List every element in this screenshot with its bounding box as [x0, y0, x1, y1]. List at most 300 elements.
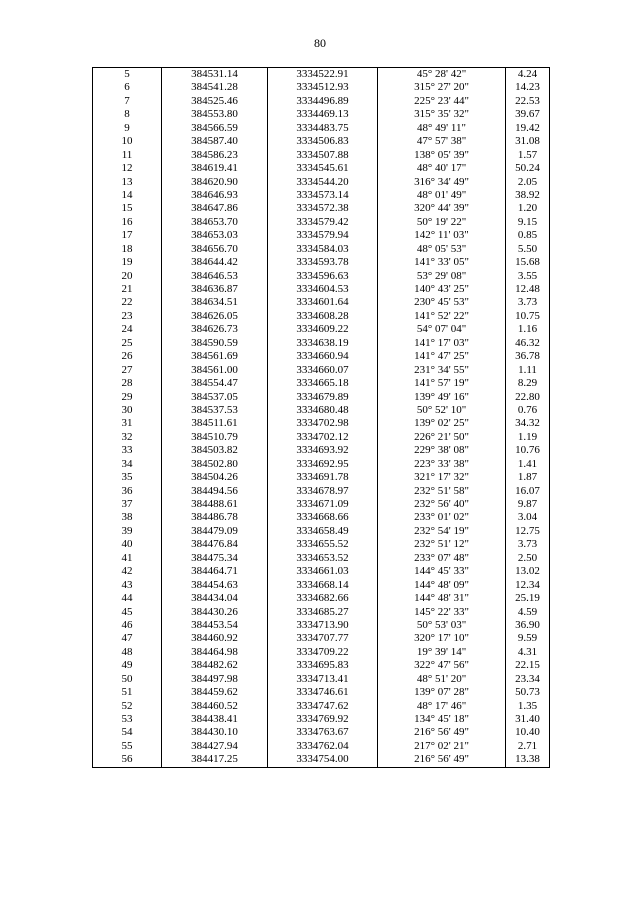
point-number-cell: 51	[93, 686, 162, 699]
y-coordinate-cell: 3334609.22	[268, 323, 378, 336]
bearing-cell: 48° 51' 20"	[378, 673, 506, 686]
point-number-cell: 54	[93, 726, 162, 739]
y-coordinate-cell: 3334596.63	[268, 270, 378, 283]
y-coordinate-cell: 3334709.22	[268, 646, 378, 659]
distance-cell: 8.29	[506, 377, 550, 390]
bearing-cell: 48° 05' 53"	[378, 243, 506, 256]
coordinates-table-body	[93, 68, 550, 768]
table-row	[93, 122, 550, 135]
table-row	[93, 81, 550, 94]
point-number-cell: 15	[93, 202, 162, 215]
table-row	[93, 740, 550, 753]
bearing-cell: 48° 49' 11"	[378, 122, 506, 135]
x-coordinate-cell: 384636.87	[162, 283, 268, 296]
distance-cell: 4.31	[506, 646, 550, 659]
y-coordinate-cell: 3334693.92	[268, 444, 378, 457]
y-coordinate-cell: 3334638.19	[268, 337, 378, 350]
distance-cell: 2.50	[506, 552, 550, 565]
y-coordinate-cell: 3334702.12	[268, 431, 378, 444]
x-coordinate-cell: 384504.26	[162, 471, 268, 484]
point-number-cell: 35	[93, 471, 162, 484]
x-coordinate-cell: 384494.56	[162, 485, 268, 498]
bearing-cell: 230° 45' 53"	[378, 296, 506, 309]
point-number-cell: 30	[93, 404, 162, 417]
distance-cell: 3.73	[506, 296, 550, 309]
distance-cell: 1.11	[506, 364, 550, 377]
table-row	[93, 256, 550, 269]
y-coordinate-cell: 3334496.89	[268, 95, 378, 108]
point-number-cell: 28	[93, 377, 162, 390]
bearing-cell: 226° 21' 50"	[378, 431, 506, 444]
point-number-cell: 23	[93, 310, 162, 323]
table-row	[93, 700, 550, 713]
distance-cell: 2.05	[506, 176, 550, 189]
table-row	[93, 673, 550, 686]
table-row	[93, 95, 550, 108]
point-number-cell: 31	[93, 417, 162, 430]
y-coordinate-cell: 3334507.88	[268, 149, 378, 162]
y-coordinate-cell: 3334661.03	[268, 565, 378, 578]
x-coordinate-cell: 384511.61	[162, 417, 268, 430]
bearing-cell: 316° 34' 49"	[378, 176, 506, 189]
table-row	[93, 216, 550, 229]
distance-cell: 23.34	[506, 673, 550, 686]
bearing-cell: 53° 29' 08"	[378, 270, 506, 283]
bearing-cell: 140° 43' 25"	[378, 283, 506, 296]
y-coordinate-cell: 3334660.07	[268, 364, 378, 377]
table-row	[93, 323, 550, 336]
x-coordinate-cell: 384460.92	[162, 632, 268, 645]
y-coordinate-cell: 3334692.95	[268, 458, 378, 471]
table-row	[93, 377, 550, 390]
distance-cell: 2.71	[506, 740, 550, 753]
x-coordinate-cell: 384453.54	[162, 619, 268, 632]
table-row	[93, 458, 550, 471]
distance-cell: 31.40	[506, 713, 550, 726]
y-coordinate-cell: 3334655.52	[268, 538, 378, 551]
bearing-cell: 138° 05' 39"	[378, 149, 506, 162]
table-row	[93, 538, 550, 551]
x-coordinate-cell: 384464.98	[162, 646, 268, 659]
y-coordinate-cell: 3334668.66	[268, 511, 378, 524]
distance-cell: 9.87	[506, 498, 550, 511]
bearing-cell: 232° 51' 12"	[378, 538, 506, 551]
distance-cell: 3.73	[506, 538, 550, 551]
table-row	[93, 417, 550, 430]
table-row	[93, 310, 550, 323]
point-number-cell: 39	[93, 525, 162, 538]
distance-cell: 31.08	[506, 135, 550, 148]
table-row	[93, 364, 550, 377]
y-coordinate-cell: 3334572.38	[268, 202, 378, 215]
distance-cell: 12.48	[506, 283, 550, 296]
y-coordinate-cell: 3334691.78	[268, 471, 378, 484]
point-number-cell: 13	[93, 176, 162, 189]
y-coordinate-cell: 3334579.94	[268, 229, 378, 242]
distance-cell: 13.02	[506, 565, 550, 578]
distance-cell: 36.90	[506, 619, 550, 632]
y-coordinate-cell: 3334713.90	[268, 619, 378, 632]
distance-cell: 3.04	[506, 511, 550, 524]
distance-cell: 46.32	[506, 337, 550, 350]
y-coordinate-cell: 3334579.42	[268, 216, 378, 229]
bearing-cell: 217° 02' 21"	[378, 740, 506, 753]
y-coordinate-cell: 3334658.49	[268, 525, 378, 538]
point-number-cell: 55	[93, 740, 162, 753]
x-coordinate-cell: 384531.14	[162, 68, 268, 82]
distance-cell: 1.57	[506, 149, 550, 162]
table-row	[93, 404, 550, 417]
y-coordinate-cell: 3334695.83	[268, 659, 378, 672]
table-row	[93, 202, 550, 215]
x-coordinate-cell: 384646.93	[162, 189, 268, 202]
point-number-cell: 7	[93, 95, 162, 108]
x-coordinate-cell: 384502.80	[162, 458, 268, 471]
point-number-cell: 42	[93, 565, 162, 578]
table-row	[93, 162, 550, 175]
x-coordinate-cell: 384479.09	[162, 525, 268, 538]
distance-cell: 22.80	[506, 391, 550, 404]
bearing-cell: 233° 01' 02"	[378, 511, 506, 524]
point-number-cell: 45	[93, 606, 162, 619]
table-row	[93, 713, 550, 726]
distance-cell: 4.24	[506, 68, 550, 82]
y-coordinate-cell: 3334469.13	[268, 108, 378, 121]
distance-cell: 9.59	[506, 632, 550, 645]
distance-cell: 1.20	[506, 202, 550, 215]
distance-cell: 3.55	[506, 270, 550, 283]
point-number-cell: 9	[93, 122, 162, 135]
y-coordinate-cell: 3334746.61	[268, 686, 378, 699]
x-coordinate-cell: 384459.62	[162, 686, 268, 699]
table-row	[93, 135, 550, 148]
point-number-cell: 36	[93, 485, 162, 498]
bearing-cell: 233° 07' 48"	[378, 552, 506, 565]
distance-cell: 38.92	[506, 189, 550, 202]
y-coordinate-cell: 3334671.09	[268, 498, 378, 511]
y-coordinate-cell: 3334545.61	[268, 162, 378, 175]
table-row	[93, 108, 550, 121]
bearing-cell: 232° 51' 58"	[378, 485, 506, 498]
distance-cell: 15.68	[506, 256, 550, 269]
x-coordinate-cell: 384586.23	[162, 149, 268, 162]
point-number-cell: 44	[93, 592, 162, 605]
bearing-cell: 139° 07' 28"	[378, 686, 506, 699]
x-coordinate-cell: 384488.61	[162, 498, 268, 511]
x-coordinate-cell: 384634.51	[162, 296, 268, 309]
y-coordinate-cell: 3334544.20	[268, 176, 378, 189]
x-coordinate-cell: 384438.41	[162, 713, 268, 726]
y-coordinate-cell: 3334483.75	[268, 122, 378, 135]
point-number-cell: 33	[93, 444, 162, 457]
bearing-cell: 48° 01' 49"	[378, 189, 506, 202]
x-coordinate-cell: 384653.70	[162, 216, 268, 229]
table-row	[93, 189, 550, 202]
bearing-cell: 50° 52' 10"	[378, 404, 506, 417]
y-coordinate-cell: 3334702.98	[268, 417, 378, 430]
x-coordinate-cell: 384646.53	[162, 270, 268, 283]
point-number-cell: 22	[93, 296, 162, 309]
y-coordinate-cell: 3334593.78	[268, 256, 378, 269]
bearing-cell: 322° 47' 56"	[378, 659, 506, 672]
table-row	[93, 592, 550, 605]
bearing-cell: 216° 56' 49"	[378, 726, 506, 739]
bearing-cell: 139° 02' 25"	[378, 417, 506, 430]
bearing-cell: 144° 48' 09"	[378, 579, 506, 592]
table-row	[93, 726, 550, 739]
x-coordinate-cell: 384464.71	[162, 565, 268, 578]
x-coordinate-cell: 384510.79	[162, 431, 268, 444]
distance-cell: 1.35	[506, 700, 550, 713]
x-coordinate-cell: 384554.47	[162, 377, 268, 390]
y-coordinate-cell: 3334680.48	[268, 404, 378, 417]
x-coordinate-cell: 384553.80	[162, 108, 268, 121]
distance-cell: 19.42	[506, 122, 550, 135]
y-coordinate-cell: 3334713.41	[268, 673, 378, 686]
bearing-cell: 45° 28' 42"	[378, 68, 506, 82]
x-coordinate-cell: 384566.59	[162, 122, 268, 135]
x-coordinate-cell: 384497.98	[162, 673, 268, 686]
table-row	[93, 68, 550, 82]
x-coordinate-cell: 384417.25	[162, 753, 268, 767]
y-coordinate-cell: 3334665.18	[268, 377, 378, 390]
table-row	[93, 229, 550, 242]
table-row	[93, 485, 550, 498]
x-coordinate-cell: 384587.40	[162, 135, 268, 148]
distance-cell: 5.50	[506, 243, 550, 256]
point-number-cell: 34	[93, 458, 162, 471]
bearing-cell: 216° 56' 49"	[378, 753, 506, 767]
table-row	[93, 444, 550, 457]
distance-cell: 34.32	[506, 417, 550, 430]
table-row	[93, 686, 550, 699]
y-coordinate-cell: 3334685.27	[268, 606, 378, 619]
distance-cell: 10.40	[506, 726, 550, 739]
distance-cell: 25.19	[506, 592, 550, 605]
x-coordinate-cell: 384626.73	[162, 323, 268, 336]
point-number-cell: 50	[93, 673, 162, 686]
x-coordinate-cell: 384619.41	[162, 162, 268, 175]
x-coordinate-cell: 384656.70	[162, 243, 268, 256]
distance-cell: 12.75	[506, 525, 550, 538]
distance-cell: 13.38	[506, 753, 550, 767]
y-coordinate-cell: 3334763.67	[268, 726, 378, 739]
table-row	[93, 296, 550, 309]
table-row	[93, 176, 550, 189]
x-coordinate-cell: 384647.86	[162, 202, 268, 215]
bearing-cell: 141° 47' 25"	[378, 350, 506, 363]
distance-cell: 36.78	[506, 350, 550, 363]
point-number-cell: 26	[93, 350, 162, 363]
distance-cell: 0.76	[506, 404, 550, 417]
point-number-cell: 17	[93, 229, 162, 242]
bearing-cell: 54° 07' 04"	[378, 323, 506, 336]
table-row	[93, 243, 550, 256]
point-number-cell: 24	[93, 323, 162, 336]
bearing-cell: 48° 40' 17"	[378, 162, 506, 175]
table-row	[93, 525, 550, 538]
distance-cell: 50.24	[506, 162, 550, 175]
point-number-cell: 37	[93, 498, 162, 511]
point-number-cell: 49	[93, 659, 162, 672]
bearing-cell: 134° 45' 18"	[378, 713, 506, 726]
x-coordinate-cell: 384620.90	[162, 176, 268, 189]
point-number-cell: 14	[93, 189, 162, 202]
coordinates-table	[92, 67, 550, 768]
table-row	[93, 471, 550, 484]
point-number-cell: 40	[93, 538, 162, 551]
bearing-cell: 225° 23' 44"	[378, 95, 506, 108]
x-coordinate-cell: 384486.78	[162, 511, 268, 524]
point-number-cell: 18	[93, 243, 162, 256]
table-row	[93, 337, 550, 350]
point-number-cell: 25	[93, 337, 162, 350]
bearing-cell: 223° 33' 38"	[378, 458, 506, 471]
distance-cell: 1.16	[506, 323, 550, 336]
bearing-cell: 142° 11' 03"	[378, 229, 506, 242]
y-coordinate-cell: 3334506.83	[268, 135, 378, 148]
point-number-cell: 46	[93, 619, 162, 632]
point-number-cell: 38	[93, 511, 162, 524]
y-coordinate-cell: 3334608.28	[268, 310, 378, 323]
bearing-cell: 315° 27' 20"	[378, 81, 506, 94]
bearing-cell: 232° 54' 19"	[378, 525, 506, 538]
point-number-cell: 47	[93, 632, 162, 645]
bearing-cell: 141° 17' 03"	[378, 337, 506, 350]
point-number-cell: 10	[93, 135, 162, 148]
x-coordinate-cell: 384653.03	[162, 229, 268, 242]
bearing-cell: 229° 38' 08"	[378, 444, 506, 457]
table-row	[93, 606, 550, 619]
table-row	[93, 270, 550, 283]
bearing-cell: 231° 34' 55"	[378, 364, 506, 377]
bearing-cell: 141° 57' 19"	[378, 377, 506, 390]
table-row	[93, 579, 550, 592]
distance-cell: 39.67	[506, 108, 550, 121]
table-row	[93, 565, 550, 578]
y-coordinate-cell: 3334747.62	[268, 700, 378, 713]
distance-cell: 10.75	[506, 310, 550, 323]
y-coordinate-cell: 3334601.64	[268, 296, 378, 309]
table-row	[93, 646, 550, 659]
bearing-cell: 139° 49' 16"	[378, 391, 506, 404]
distance-cell: 14.23	[506, 81, 550, 94]
x-coordinate-cell: 384434.04	[162, 592, 268, 605]
x-coordinate-cell: 384561.69	[162, 350, 268, 363]
x-coordinate-cell: 384460.52	[162, 700, 268, 713]
point-number-cell: 41	[93, 552, 162, 565]
bearing-cell: 144° 48' 31"	[378, 592, 506, 605]
y-coordinate-cell: 3334522.91	[268, 68, 378, 82]
x-coordinate-cell: 384430.26	[162, 606, 268, 619]
point-number-cell: 12	[93, 162, 162, 175]
x-coordinate-cell: 384590.59	[162, 337, 268, 350]
distance-cell: 50.73	[506, 686, 550, 699]
distance-cell: 16.07	[506, 485, 550, 498]
point-number-cell: 53	[93, 713, 162, 726]
bearing-cell: 144° 45' 33"	[378, 565, 506, 578]
y-coordinate-cell: 3334604.53	[268, 283, 378, 296]
bearing-cell: 50° 19' 22"	[378, 216, 506, 229]
table-row	[93, 149, 550, 162]
distance-cell: 1.19	[506, 431, 550, 444]
point-number-cell: 56	[93, 753, 162, 767]
distance-cell: 1.87	[506, 471, 550, 484]
y-coordinate-cell: 3334668.14	[268, 579, 378, 592]
bearing-cell: 48° 17' 46"	[378, 700, 506, 713]
distance-cell: 4.59	[506, 606, 550, 619]
point-number-cell: 48	[93, 646, 162, 659]
table-row	[93, 511, 550, 524]
point-number-cell: 20	[93, 270, 162, 283]
y-coordinate-cell: 3334573.14	[268, 189, 378, 202]
distance-cell: 9.15	[506, 216, 550, 229]
x-coordinate-cell: 384454.63	[162, 579, 268, 592]
table-row	[93, 431, 550, 444]
y-coordinate-cell: 3334660.94	[268, 350, 378, 363]
bearing-cell: 141° 52' 22"	[378, 310, 506, 323]
y-coordinate-cell: 3334678.97	[268, 485, 378, 498]
x-coordinate-cell: 384503.82	[162, 444, 268, 457]
table-row	[93, 350, 550, 363]
distance-cell: 1.41	[506, 458, 550, 471]
y-coordinate-cell: 3334584.03	[268, 243, 378, 256]
point-number-cell: 27	[93, 364, 162, 377]
x-coordinate-cell: 384482.62	[162, 659, 268, 672]
point-number-cell: 5	[93, 68, 162, 82]
point-number-cell: 43	[93, 579, 162, 592]
page-number: 80	[314, 36, 326, 50]
x-coordinate-cell: 384525.46	[162, 95, 268, 108]
x-coordinate-cell: 384626.05	[162, 310, 268, 323]
table-row	[93, 619, 550, 632]
y-coordinate-cell: 3334512.93	[268, 81, 378, 94]
bearing-cell: 320° 44' 39"	[378, 202, 506, 215]
x-coordinate-cell: 384537.53	[162, 404, 268, 417]
table-row	[93, 753, 550, 767]
y-coordinate-cell: 3334679.89	[268, 391, 378, 404]
table-row	[93, 632, 550, 645]
point-number-cell: 21	[93, 283, 162, 296]
table-row	[93, 552, 550, 565]
bearing-cell: 141° 33' 05"	[378, 256, 506, 269]
x-coordinate-cell: 384561.00	[162, 364, 268, 377]
distance-cell: 22.15	[506, 659, 550, 672]
x-coordinate-cell: 384644.42	[162, 256, 268, 269]
point-number-cell: 8	[93, 108, 162, 121]
point-number-cell: 6	[93, 81, 162, 94]
point-number-cell: 29	[93, 391, 162, 404]
table-row	[93, 283, 550, 296]
point-number-cell: 19	[93, 256, 162, 269]
x-coordinate-cell: 384430.10	[162, 726, 268, 739]
point-number-cell: 32	[93, 431, 162, 444]
y-coordinate-cell: 3334754.00	[268, 753, 378, 767]
bearing-cell: 50° 53' 03"	[378, 619, 506, 632]
bearing-cell: 320° 17' 10"	[378, 632, 506, 645]
x-coordinate-cell: 384537.05	[162, 391, 268, 404]
distance-cell: 0.85	[506, 229, 550, 242]
point-number-cell: 16	[93, 216, 162, 229]
point-number-cell: 11	[93, 149, 162, 162]
table-row	[93, 498, 550, 511]
x-coordinate-cell: 384541.28	[162, 81, 268, 94]
distance-cell: 12.34	[506, 579, 550, 592]
y-coordinate-cell: 3334682.66	[268, 592, 378, 605]
y-coordinate-cell: 3334653.52	[268, 552, 378, 565]
distance-cell: 10.76	[506, 444, 550, 457]
x-coordinate-cell: 384475.34	[162, 552, 268, 565]
